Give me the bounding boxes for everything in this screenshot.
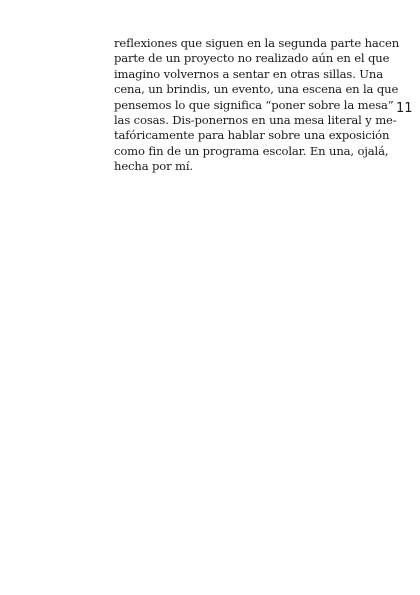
text-line: hecha por mí. (114, 159, 193, 174)
text-line: las cosas. Dis-ponernos en una mesa literal y me- (114, 113, 397, 128)
text-line: imagino volvernos a sentar en otras sillas. Una (114, 66, 383, 81)
text-line: como fin de un programa escolar. En una, ojalá, (114, 143, 389, 158)
text-line: cena, un brindis, un evento, una escena en la que (114, 82, 399, 97)
body-paragraph (114, 36, 400, 175)
text-line: parte de un proyecto no realizado aún en el que (114, 51, 390, 66)
text-line: tafóricamente para hablar sobre una exposición (114, 128, 390, 143)
page-number: 11 (396, 101, 413, 116)
text-line: pensemos lo que significa “poner sobre la mesa” (114, 97, 394, 112)
text-line: reflexiones que siguen en la segunda parte hacen (114, 36, 400, 50)
